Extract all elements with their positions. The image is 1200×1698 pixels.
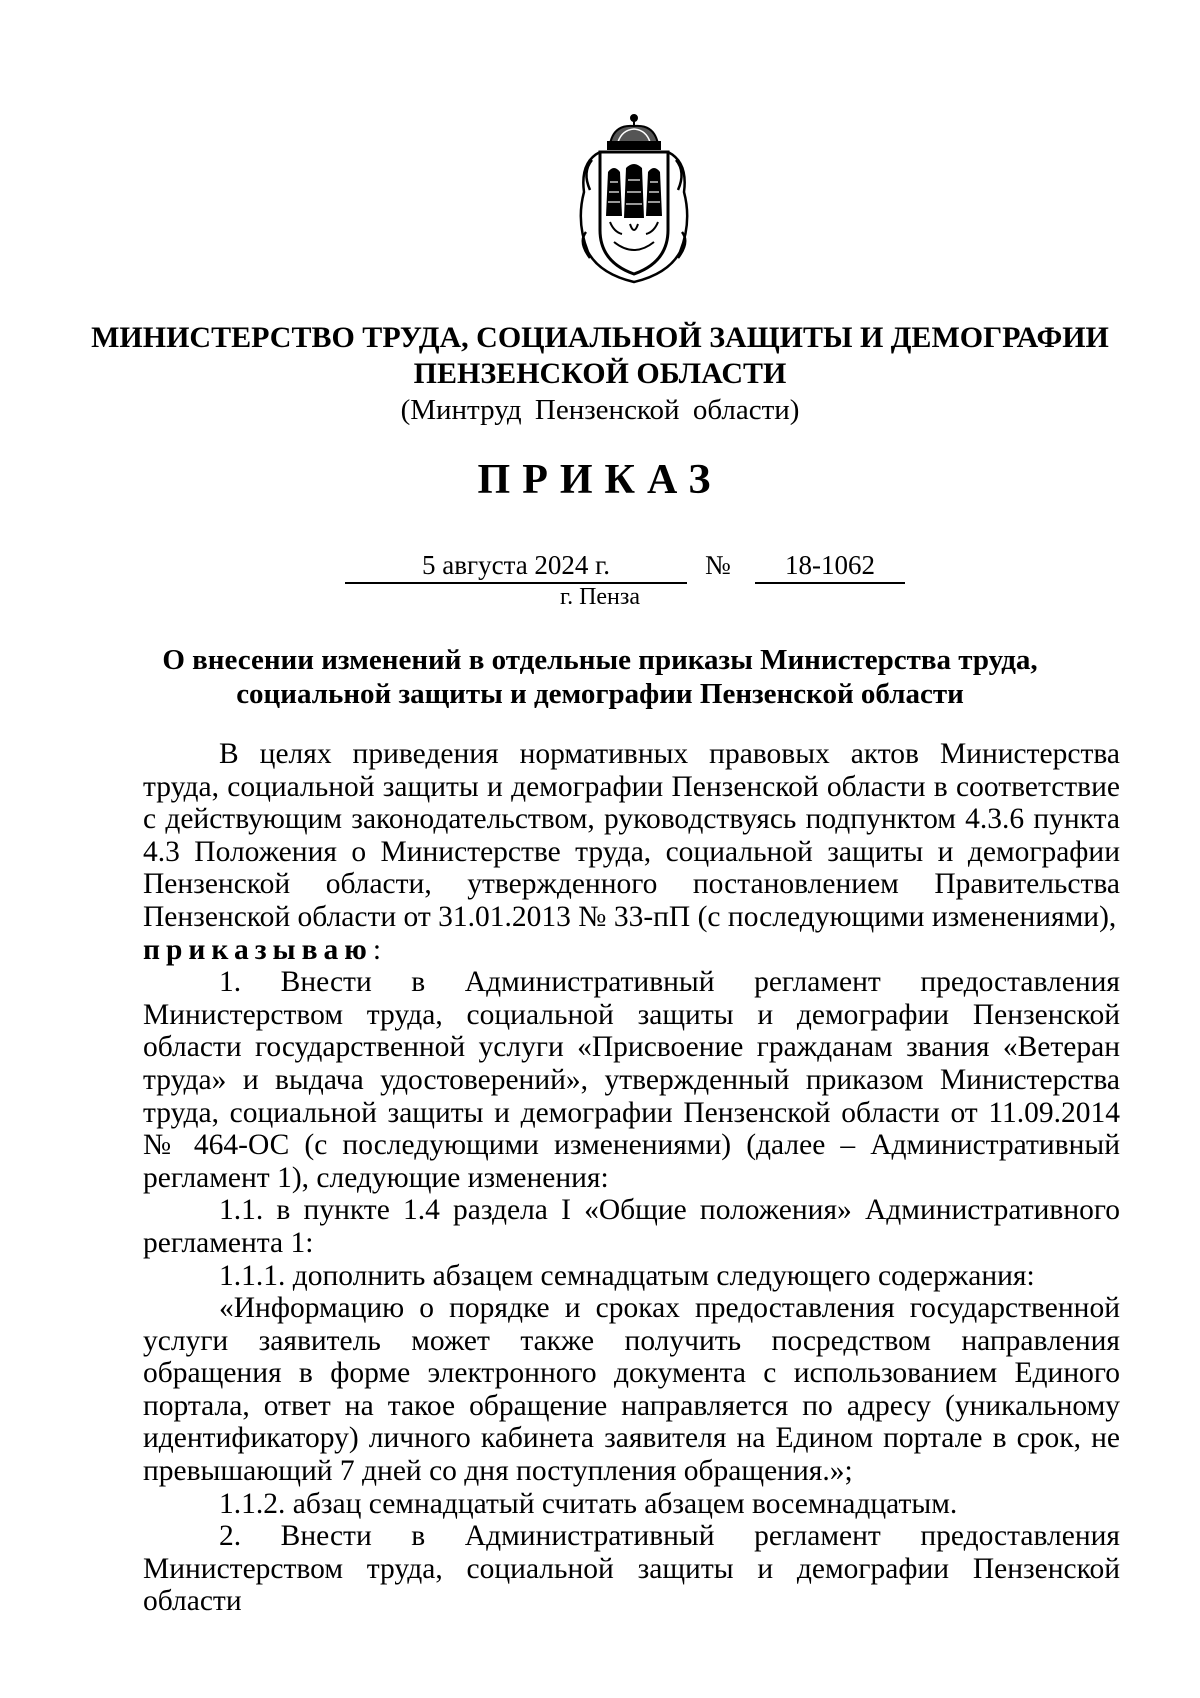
intro-text: В целях приведения нормативных правовых актов Министерства труда, социальной защиты и демографии Пензенской области в соответствие с действующим законодательством, руководствуясь подпунктом 4.3.6 пункта 4.3 Положения о Министерстве труда, социальной защиты и демографии Пензенской области, утвержденного постановлением Правительства Пензенской области от 31.01.2013 № 33-пП (с последующими изменениями), [143, 738, 1120, 933]
ministry-short-name: (Минтруд Пензенской области) [400, 394, 800, 426]
item-1-1-2-paragraph: 1.1.2. абзац семнадцатый считать абзацем восемнадцатым. [219, 1487, 958, 1520]
item-1-1-paragraph: 1.1. в пункте 1.4 раздела I «Общие положения» Административного регламента 1: [143, 1194, 1120, 1259]
ministry-name-line2: ПЕНЗЕНСКОЙ ОБЛАСТИ [413, 357, 787, 390]
order-city: г. Пенза [559, 584, 641, 610]
document-body [143, 738, 1120, 1618]
number-sign: № [705, 550, 731, 580]
item-1-paragraph: 1. Внести в Административный регламент предоставления Министерством труда, социальной защиты и демографии Пензенской области государственной услуги «Присвоение гражданам звания «Ветеран труда» и выдача удостоверений», утвержденный приказом Министерства труда, социальной защиты и демографии Пензенской области от 11.09.2014 № 464-ОС (с последующими изменениями) (далее – Административный регламент 1), следующие изменения: [143, 966, 1120, 1194]
order-colon: : [372, 933, 382, 966]
penza-coat-of-arms-icon [570, 112, 698, 284]
order-date: 5 августа 2024 г. [345, 548, 687, 584]
intro-paragraph [143, 738, 1120, 966]
subject-line2: социальной защиты и демографии Пензенской области [236, 678, 964, 710]
quoted-paragraph: «Информацию о порядке и сроках предоставления государственной услуги заявитель может также получить посредством направления обращения в форме электронного документа с использованием Единого портала, ответ на такое обращение направляется по адресу (уникальному идентификатору) личного кабинета заявителя на Едином портале в срок, не превышающий 7 дней со дня поступления обращения.»; [143, 1292, 1120, 1488]
ministry-name-line1: МИНИСТЕРСТВО ТРУДА, СОЦИАЛЬНОЙ ЗАЩИТЫ И ДЕМОГРАФИИ [91, 321, 1109, 354]
item-1-1-1-paragraph: 1.1.1. дополнить абзацем семнадцатым следующего содержания: [219, 1259, 1035, 1292]
order-number: 18-1062 [755, 548, 905, 584]
item-2-paragraph: 2. Внести в Административный регламент предоставления Министерством труда, социальной защиты и демографии Пензенской области [143, 1520, 1120, 1618]
order-word: приказываю [143, 933, 373, 966]
document-type-title: ПРИКАЗ [477, 457, 723, 503]
subject-line1: О внесении изменений в отдельные приказы Министерства труда, [162, 644, 1038, 676]
